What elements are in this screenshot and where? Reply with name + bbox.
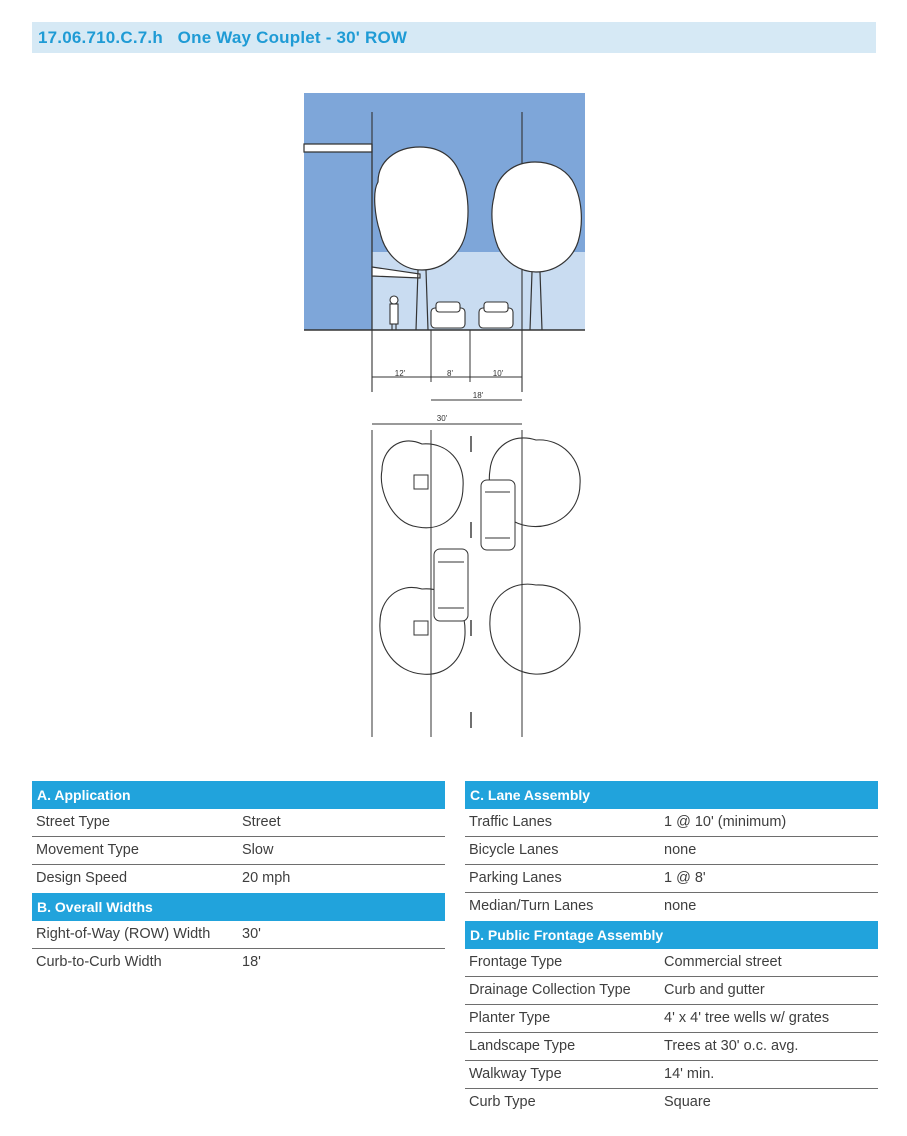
section-header-lane-assembly: C. Lane Assembly — [465, 781, 878, 809]
table-row — [32, 865, 445, 893]
row-value: Commercial street — [664, 954, 782, 970]
table-row — [32, 837, 445, 865]
row-key: Landscape Type — [469, 1038, 576, 1054]
row-key: Right-of-Way (ROW) Width — [36, 926, 211, 942]
right-spec-table — [465, 781, 878, 1117]
dim-label-row: 30' — [436, 414, 448, 423]
street-section-diagram — [300, 92, 590, 740]
plan-car-2 — [434, 549, 468, 621]
plan-car-1 — [481, 480, 515, 550]
row-key: Curb Type — [469, 1094, 536, 1110]
row-value: Square — [664, 1094, 711, 1110]
page-title: 17.06.710.C.7.h One Way Couplet - 30' ROW — [38, 28, 408, 47]
dim-label-travel: 10' — [492, 369, 504, 378]
row-value: Trees at 30' o.c. avg. — [664, 1038, 799, 1054]
row-value: Curb and gutter — [664, 982, 765, 998]
section-header-overall-widths: B. Overall Widths — [32, 893, 445, 921]
page-title-bar — [32, 22, 876, 53]
row-key: Street Type — [36, 814, 110, 830]
car-elevation-1 — [431, 302, 465, 328]
plan-trees — [380, 438, 580, 674]
row-value: 14' min. — [664, 1066, 715, 1082]
row-key: Movement Type — [36, 842, 139, 858]
row-value: 1 @ 8' — [664, 870, 706, 886]
table-row — [465, 893, 878, 921]
table-row — [465, 1061, 878, 1089]
row-key: Median/Turn Lanes — [469, 898, 594, 914]
row-value: Slow — [242, 842, 274, 858]
left-spec-table — [32, 781, 445, 977]
table-row — [465, 977, 878, 1005]
section-header-application: A. Application — [32, 781, 445, 809]
table-row — [465, 809, 878, 837]
dim-label-sidewalk: 12' — [394, 369, 406, 378]
row-value: 20 mph — [242, 870, 291, 886]
row-value: 1 @ 10' (minimum) — [664, 814, 787, 830]
row-key: Planter Type — [469, 1010, 551, 1026]
table-row — [32, 949, 445, 977]
row-value: Street — [242, 814, 281, 830]
table-row — [465, 837, 878, 865]
row-value: none — [664, 842, 697, 858]
row-value: 4' x 4' tree wells w/ grates — [664, 1010, 830, 1026]
car-elevation-2 — [479, 302, 513, 328]
row-key: Design Speed — [36, 870, 128, 886]
row-value: 18' — [242, 954, 261, 970]
section-header-public-frontage: D. Public Frontage Assembly — [465, 921, 878, 949]
table-row — [465, 1033, 878, 1061]
row-value: 30' — [242, 926, 261, 942]
table-row — [465, 949, 878, 977]
table-row — [465, 1005, 878, 1033]
dim-label-curb-to-curb: 18' — [472, 391, 484, 400]
table-row — [32, 809, 445, 837]
table-row — [465, 1089, 878, 1117]
table-row — [465, 865, 878, 893]
row-key: Frontage Type — [469, 954, 563, 970]
row-key: Curb-to-Curb Width — [36, 954, 162, 970]
dim-label-parking: 8' — [447, 369, 453, 378]
row-key: Walkway Type — [469, 1066, 562, 1082]
tree-well-grates — [414, 475, 428, 635]
row-value: none — [664, 898, 697, 914]
table-row — [32, 921, 445, 949]
row-key: Bicycle Lanes — [469, 842, 559, 858]
row-key: Traffic Lanes — [469, 814, 553, 830]
row-key: Drainage Collection Type — [469, 982, 631, 998]
row-key: Parking Lanes — [469, 870, 562, 886]
